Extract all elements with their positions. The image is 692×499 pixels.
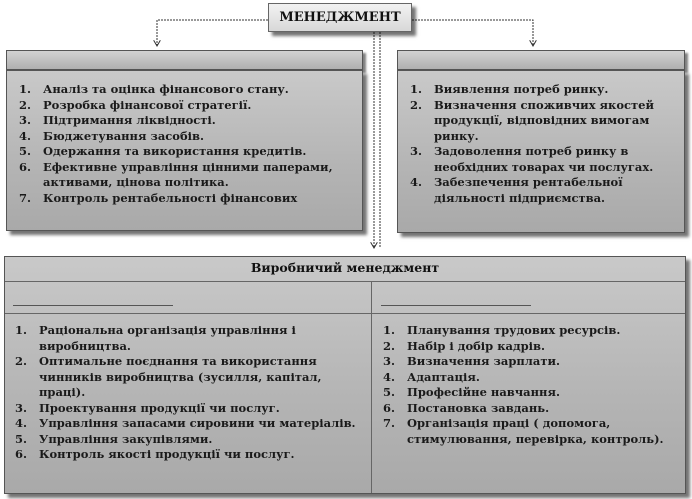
marketing-management-box	[397, 70, 685, 233]
financial-management-box	[6, 70, 363, 231]
list-item-text: Підтримання ліквідності.	[43, 113, 216, 127]
arrow-to-right-box	[412, 20, 533, 46]
title-divider	[5, 281, 685, 282]
list-item-number: 6.	[15, 447, 28, 461]
list-item	[383, 339, 678, 355]
list-item	[19, 160, 349, 191]
list-item-number: 3.	[410, 144, 423, 158]
list-item-text: Організація праці ( допомога, стимулювання, перевірка, контроль).	[407, 416, 664, 446]
list-item	[19, 191, 349, 207]
list-item-number: 2.	[410, 97, 423, 112]
list-item-number: 5.	[15, 431, 28, 446]
list-item	[383, 416, 678, 447]
arrow-to-left-box	[157, 20, 268, 46]
management-title-box	[268, 3, 412, 32]
list-item-text: Одержання та використання кредитів.	[43, 144, 307, 158]
list-item-text: Постановка завдань.	[407, 400, 550, 415]
list-item-number: 5.	[19, 144, 32, 158]
list-item	[15, 447, 365, 463]
list-item-text: Визначення зарплати.	[407, 354, 560, 368]
list-item-number: 1.	[19, 82, 32, 96]
list-item-text: Управління запасами сировини чи матеріалів.	[39, 416, 356, 430]
list-item-text: Забезпечення рентабельної діяльності підприємства.	[434, 175, 623, 205]
list-item	[410, 82, 678, 98]
list-item	[19, 129, 349, 145]
list-item-number: 1.	[15, 323, 28, 337]
list-item	[410, 144, 678, 175]
operations-list	[15, 323, 365, 463]
list-item-text: Проектування продукції чи послуг.	[39, 400, 280, 415]
column-head-divider	[5, 313, 685, 314]
list-item	[410, 175, 678, 206]
list-item-text: Визначення споживчих якостей продукції, відповідних вимогам ринку.	[434, 97, 654, 143]
production-management-box	[4, 256, 686, 494]
list-item-number: 3.	[15, 400, 28, 415]
list-item	[15, 432, 365, 448]
list-item-text: Оптимальне поєднання та використання чинників виробництва (зусилля, капітал, праці).	[39, 354, 322, 399]
list-item-number: 1.	[410, 82, 423, 96]
list-item-text: Ефективне управління цінними паперами, активами, цінова політика.	[43, 159, 333, 189]
list-item-text: Розробка фінансової стратегії.	[43, 97, 252, 112]
list-item-number: 6.	[383, 400, 396, 415]
list-item-number: 4.	[383, 369, 396, 384]
list-item-number: 7.	[19, 190, 32, 205]
list-item	[19, 113, 349, 129]
left-column-head-line	[13, 305, 173, 306]
list-item-number: 2.	[15, 354, 28, 368]
list-item-text: Контроль якості продукції чи послуг.	[39, 447, 295, 461]
marketing-list	[410, 82, 678, 206]
list-item-text: Задоволення потреб ринку в необхідних товарах чи послугах.	[434, 144, 654, 174]
left-box-header	[6, 50, 363, 70]
list-item-number: 3.	[383, 354, 396, 368]
list-item-number: 7.	[383, 416, 396, 430]
right-column-head-line	[381, 305, 531, 306]
list-item	[15, 416, 365, 432]
list-item-text: Виявлення потреб ринку.	[434, 82, 609, 96]
list-item-number: 2.	[19, 97, 32, 112]
list-item-number: 4.	[15, 416, 28, 430]
list-item	[19, 82, 349, 98]
list-item-text: Контроль рентабельності фінансових	[43, 190, 298, 205]
list-item-text: Управління закупівлями.	[39, 431, 213, 446]
list-item-text: Професійне навчання.	[407, 385, 560, 399]
list-item	[410, 98, 678, 145]
list-item-number: 3.	[19, 113, 32, 127]
list-item-text: Адаптація.	[407, 369, 480, 384]
list-item	[19, 144, 349, 160]
list-item	[15, 401, 365, 417]
list-item-text: Набір і добір кадрів.	[407, 338, 546, 353]
list-item-text: Аналіз та оцінка фінансового стану.	[43, 82, 289, 96]
list-item-number: 4.	[410, 175, 423, 189]
list-item	[383, 354, 678, 370]
list-item	[19, 98, 349, 114]
list-item	[15, 354, 365, 401]
list-item	[15, 323, 365, 354]
list-item-text: Планування трудових ресурсів.	[407, 323, 621, 337]
list-item-number: 1.	[383, 323, 396, 337]
list-item-number: 2.	[383, 338, 396, 353]
financial-list	[19, 82, 349, 206]
personnel-list	[383, 323, 678, 447]
list-item	[383, 370, 678, 386]
list-item-text: Бюджетування засобів.	[43, 128, 204, 143]
list-item-text: Раціональна організація управління і виробництва.	[39, 323, 296, 353]
list-item	[383, 401, 678, 417]
management-title: МЕНЕДЖМЕНТ	[279, 10, 401, 25]
production-management-title: Виробничий менеджмент	[250, 260, 440, 275]
list-item-number: 4.	[19, 128, 32, 143]
list-item	[383, 385, 678, 401]
list-item-number: 5.	[383, 385, 396, 399]
list-item-number: 6.	[19, 159, 32, 174]
right-box-header	[397, 50, 685, 70]
list-item	[383, 323, 678, 339]
